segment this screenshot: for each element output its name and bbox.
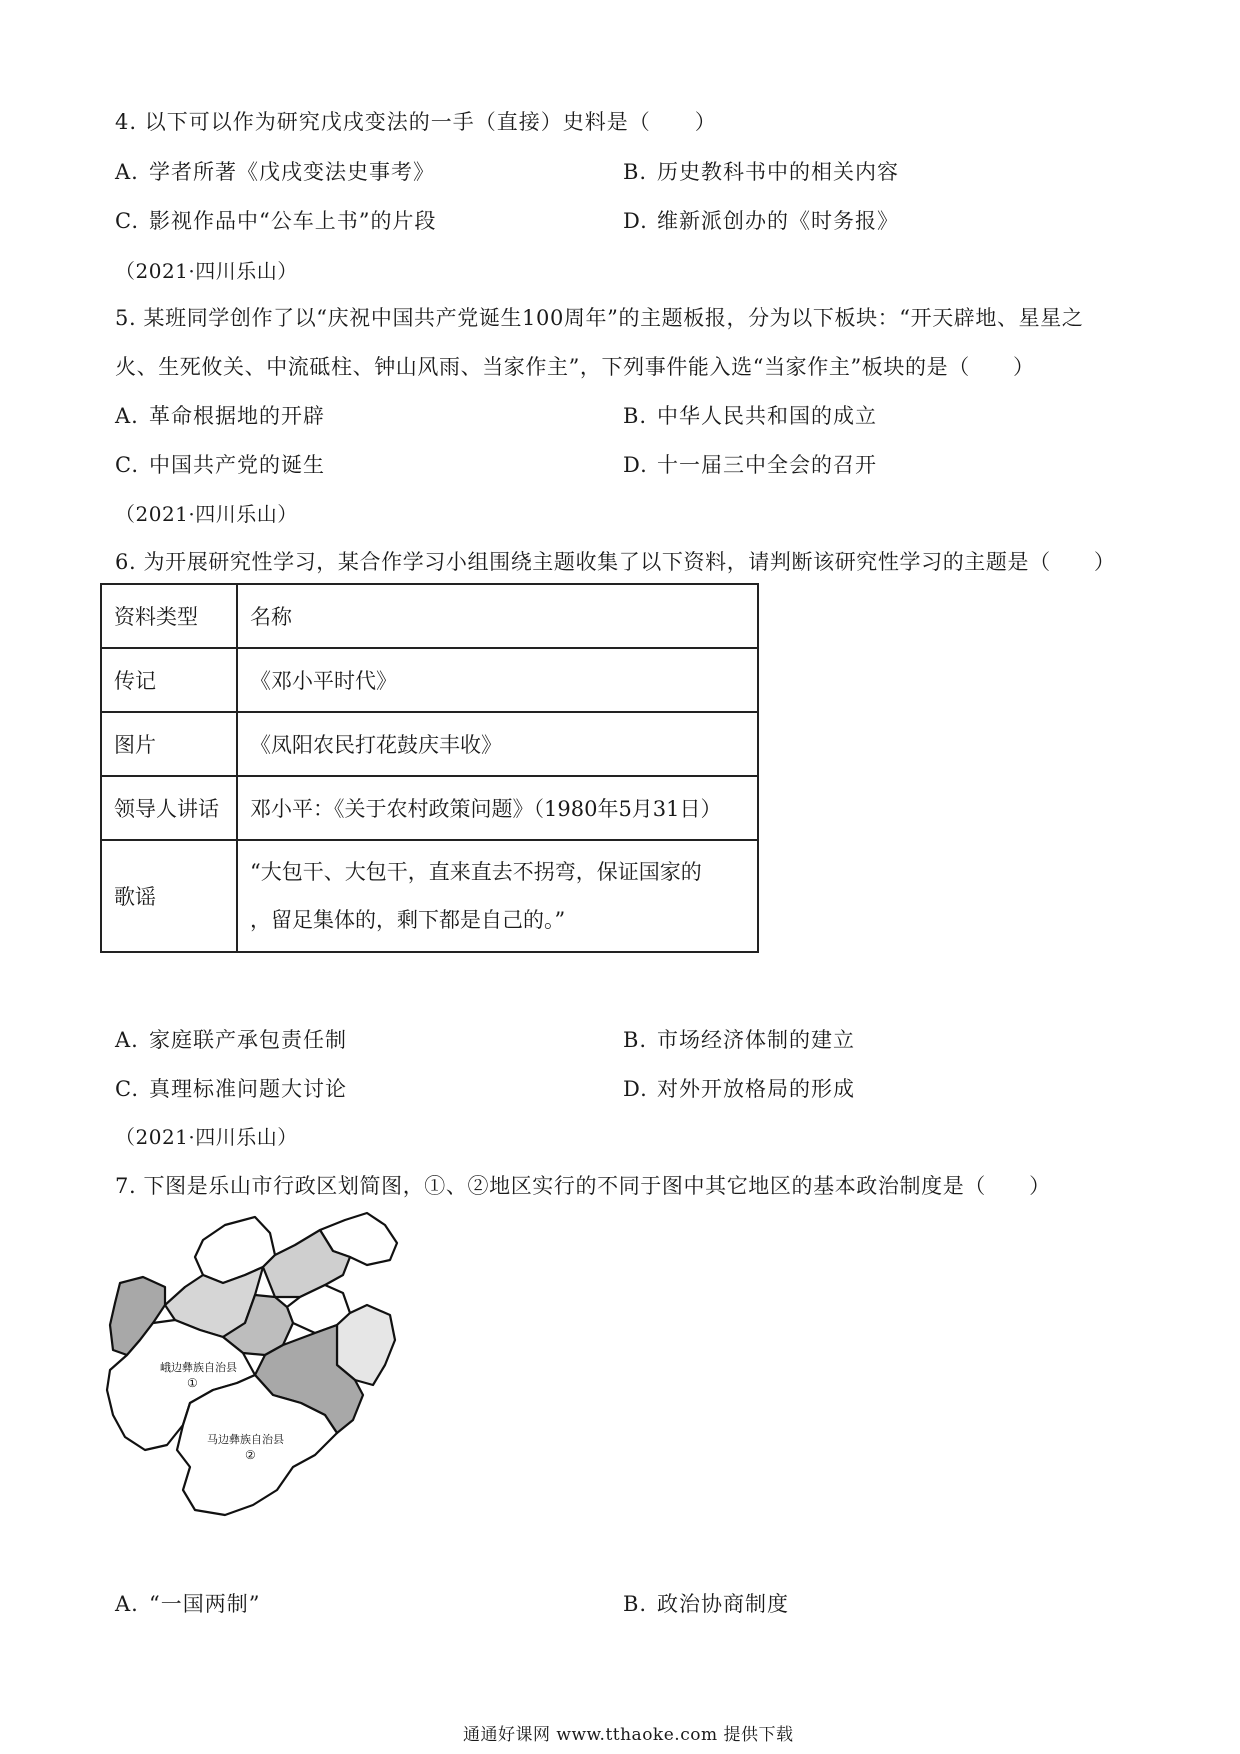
option-letter: B. bbox=[623, 1592, 648, 1616]
option-text: 政治协商制度 bbox=[657, 1592, 789, 1616]
table-header-type: 资料类型 bbox=[101, 584, 237, 648]
option-text: 影视作品中“公车上书”的片段 bbox=[149, 209, 437, 233]
q6-option-c bbox=[115, 1073, 347, 1103]
table-cell-name: 《凤阳农民打花鼓庆丰收》 bbox=[237, 712, 758, 776]
option-letter: B. bbox=[623, 404, 648, 428]
option-letter: B. bbox=[623, 1028, 648, 1052]
table-cell-song bbox=[237, 840, 758, 952]
map-label-ebian: 峨边彝族自治县 bbox=[160, 1361, 237, 1374]
option-letter: C. bbox=[115, 1077, 139, 1101]
song-line-2: ，留足集体的，剩下都是自己的。” bbox=[250, 908, 566, 932]
option-text: 革命根据地的开辟 bbox=[149, 404, 325, 428]
option-letter: A. bbox=[115, 160, 139, 184]
song-line-1: “大包干、大包干，直来直去不拐弯，保证国家的 bbox=[250, 860, 702, 884]
q5-stem-line1: 5. 某班同学创作了以“庆祝中国共产党诞生100周年”的主题板报，分为以下板块：“开天辟地、星星之 bbox=[115, 306, 1084, 330]
option-text: 对外开放格局的形成 bbox=[657, 1077, 855, 1101]
q4-option-c bbox=[115, 205, 436, 235]
q5-source: （2021·四川乐山） bbox=[115, 259, 298, 283]
option-letter: D. bbox=[623, 209, 648, 233]
q5-stem-line2: 火、生死攸关、中流砥柱、钟山风雨、当家作主”，下列事件能入选“当家作主”板块的是（ ） bbox=[115, 355, 1035, 379]
map-label-mabian: 马边彝族自治县 bbox=[207, 1433, 284, 1446]
q4-option-d bbox=[623, 205, 899, 235]
q5-option-b bbox=[623, 400, 877, 430]
q7-option-b bbox=[623, 1588, 789, 1618]
table-cell-type: 传记 bbox=[101, 648, 237, 712]
option-text: 真理标准问题大讨论 bbox=[149, 1077, 347, 1101]
q6-option-d bbox=[623, 1073, 855, 1103]
table-cell-name: 邓小平：《关于农村政策问题》（1980年5月31日） bbox=[237, 776, 758, 840]
q7-stem: 7. 下图是乐山市行政区划简图，①、②地区实行的不同于图中其它地区的基本政治制度是（ ） bbox=[115, 1174, 1051, 1198]
map-mark-1: ① bbox=[187, 1376, 198, 1390]
option-text: 中华人民共和国的成立 bbox=[657, 404, 877, 428]
q6-source: （2021·四川乐山） bbox=[115, 502, 298, 526]
q7-source: （2021·四川乐山） bbox=[115, 1125, 298, 1149]
option-text: 家庭联产承包责任制 bbox=[149, 1028, 347, 1052]
page-footer: 通通好课网 www.tthaoke.com 提供下载 bbox=[463, 1725, 794, 1745]
q5-option-a bbox=[115, 400, 325, 430]
table-cell-type: 图片 bbox=[101, 712, 237, 776]
table-row bbox=[101, 648, 758, 712]
option-letter: D. bbox=[623, 1077, 648, 1101]
leshan-district-map bbox=[105, 1205, 445, 1550]
option-text: 历史教科书中的相关内容 bbox=[657, 160, 899, 184]
option-text: “一国两制” bbox=[149, 1592, 261, 1616]
q4-stem: 4. 以下可以作为研究戊戌变法的一手（直接）史料是（ ） bbox=[115, 110, 717, 134]
q4-option-b bbox=[623, 156, 899, 186]
table-header-name: 名称 bbox=[237, 584, 758, 648]
option-letter: B. bbox=[623, 160, 648, 184]
table-header-row bbox=[101, 584, 758, 648]
option-text: 中国共产党的诞生 bbox=[149, 453, 325, 477]
option-letter: A. bbox=[115, 1592, 139, 1616]
table-row bbox=[101, 840, 758, 952]
q5-option-d bbox=[623, 449, 877, 479]
table-cell-name: 《邓小平时代》 bbox=[237, 648, 758, 712]
option-letter: C. bbox=[115, 209, 139, 233]
table-row bbox=[101, 776, 758, 840]
map-mark-2: ② bbox=[245, 1448, 256, 1462]
map-region bbox=[195, 1217, 275, 1283]
option-text: 维新派创办的《时务报》 bbox=[657, 209, 899, 233]
option-text: 十一届三中全会的召开 bbox=[657, 453, 877, 477]
option-text: 学者所著《戊戌变法史事考》 bbox=[149, 160, 435, 184]
q6-option-a bbox=[115, 1024, 347, 1054]
table-cell-type: 歌谣 bbox=[101, 840, 237, 952]
option-letter: A. bbox=[115, 1028, 139, 1052]
q6-stem: 6. 为开展研究性学习，某合作学习小组围绕主题收集了以下资料，请判断该研究性学习的主题是（ ） bbox=[115, 550, 1116, 574]
table-row bbox=[101, 712, 758, 776]
option-letter: C. bbox=[115, 453, 139, 477]
option-letter: D. bbox=[623, 453, 648, 477]
q6-option-b bbox=[623, 1024, 855, 1054]
table-cell-type: 领导人讲话 bbox=[101, 776, 237, 840]
q7-option-a bbox=[115, 1588, 260, 1618]
q5-option-c bbox=[115, 449, 325, 479]
option-text: 市场经济体制的建立 bbox=[657, 1028, 855, 1052]
option-letter: A. bbox=[115, 404, 139, 428]
q4-option-a bbox=[115, 156, 435, 186]
materials-table bbox=[100, 583, 759, 953]
